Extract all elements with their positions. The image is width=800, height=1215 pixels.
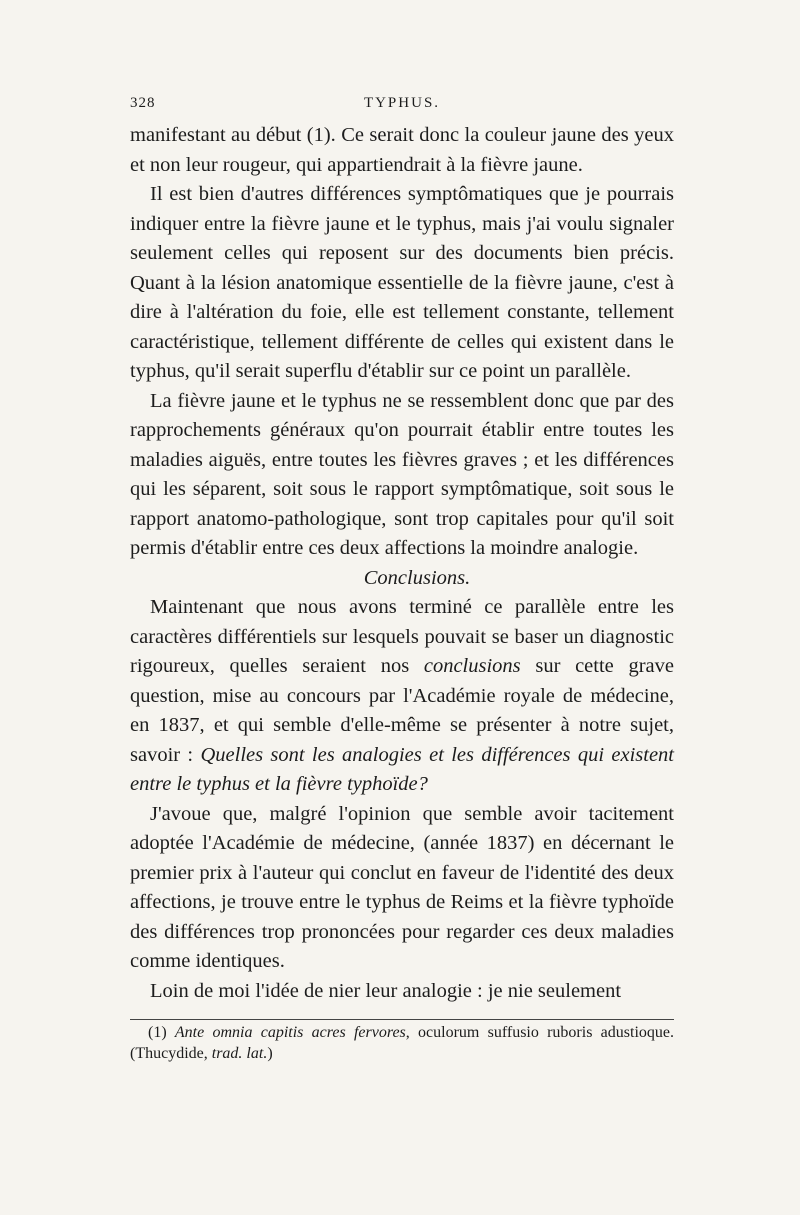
footnote-marker: (1) [148,1024,175,1041]
paragraph-2: Il est bien d'autres différences symptômatiques que je pourrais indiquer entre la fièvre jaune et le typhus, mais j'ai voulu signaler seulement celles qui reposent sur des documents bien précis. Quant à la lésion anatomique essentielle de la fièvre jaune, c'est à dire à l'altération du foie, elle est tellement constante, tellement caractéristique, tellement différente de celles qui existent dans le typhus, qu'il serait superflu d'établir sur ce point un parallèle. [130,183,674,382]
footnote [130,1022,674,1064]
running-head: TYPHUS. [363,95,441,111]
page-number: 328 [130,95,156,111]
paragraph-4 [130,593,674,800]
footnote-emphasis-2: trad. lat. [211,1045,268,1062]
paragraph-4-text-b: sur cette grave question, mise au concours par l'Académie royale de médecine, en 1837, et qui semble d'elle-même se présenter à notre sujet, savoir : [130,655,674,766]
paragraph-4-text-a: Maintenant que nous avons terminé ce parallèle entre les caractères différentiels sur lesquels pouvait se baser un diagnostic rigoureux, quelles seraient nos [130,596,674,677]
footnote-text-2: ) [267,1045,273,1062]
page-header [130,95,674,119]
section-heading: Conclusions. [363,566,471,589]
footnote-emphasis-1: Ante omnia capitis acres fervores [174,1024,406,1041]
footnote-rule [130,1019,674,1020]
paragraph-6: Loin de moi l'idée de nier leur analogie : je nie seulement [150,979,622,1002]
body-text [130,121,674,1006]
paragraph-1: manifestant au début (1). Ce serait donc la couleur jaune des yeux et non leur rougeur, qui appartiendrait à la fièvre jaune. [130,124,674,176]
paragraph-5: J'avoue que, malgré l'opinion que semble avoir tacitement adoptée l'Académie de médecine, (année 1837) en décernant le premier prix à l'auteur qui conclut en faveur de l'identité des deux affections, je trouve entre le typhus de Reims et la fièvre typhoïde des différences trop prononcées pour regarder ces deux maladies comme identiques. [130,802,674,972]
footnote-text-1: , oculorum suffusio ruboris adustioque. (Thucydide, [130,1024,675,1062]
paragraph-4-emphasis-2: Quelles sont les analogies et les différences qui existent entre le typhus et la fièvre typhoïde? [130,743,674,795]
paragraph-3: La fièvre jaune et le typhus ne se ressemblent donc que par des rapprochements généraux qu'on pourrait établir entre toutes les maladies aiguës, entre toutes les fièvres graves ; et les différences qui les séparent, soit sous le rapport symptômatique, soit sous le rapport anatomo-pathologique, sont trop capitales pour qu'il soit permis d'établir entre ces deux affections la moindre analogie. [130,389,674,559]
paragraph-4-emphasis-1: conclusions [423,655,521,677]
